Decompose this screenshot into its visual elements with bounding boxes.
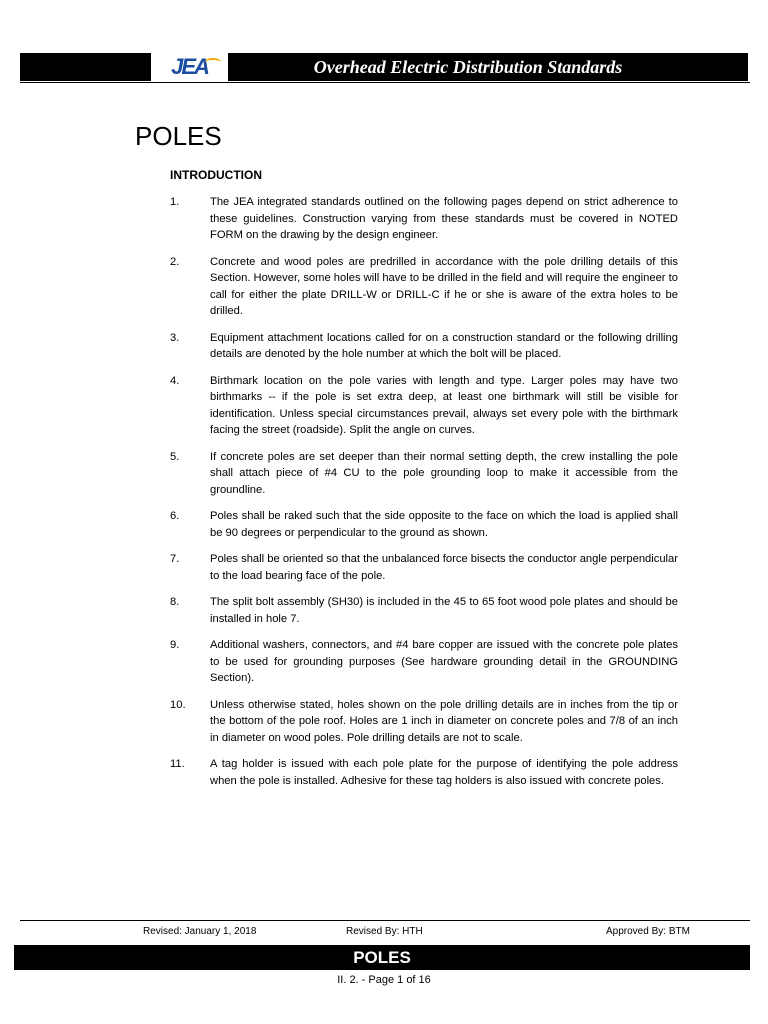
- list-item: [170, 330, 678, 363]
- item-number: 7.: [170, 553, 180, 565]
- list-item: [170, 637, 678, 687]
- list-item: [170, 254, 678, 320]
- section-heading: INTRODUCTION: [170, 168, 262, 182]
- item-text: Birthmark location on the pole varies with length and type. Larger poles may have two birthmarks -- if the pole is set extra deep, at least one birthmark will still be visible for identification. Unless special circumstances prevail, always set every pole with the birthmark facing the street (roadside). Split the angle on curves.: [210, 374, 678, 436]
- item-number: 9.: [170, 639, 180, 651]
- item-text: Equipment attachment locations called for on a construction standard or the following drilling details are denoted by the hole number at which the bolt will be placed.: [210, 331, 678, 360]
- item-number: 11.: [170, 758, 185, 770]
- footer-rule: [20, 920, 750, 921]
- header-bar: [20, 53, 748, 81]
- footer-section-title: POLES: [14, 945, 750, 970]
- item-text: Poles shall be oriented so that the unbalanced force bisects the conductor angle perpendicular to the load bearing face of the pole.: [210, 553, 678, 582]
- item-number: 2.: [170, 255, 180, 268]
- item-number: 8.: [170, 596, 180, 608]
- item-text: The split bolt assembly (SH30) is included in the 45 to 65 foot wood pole plates and should be installed in hole 7.: [210, 596, 678, 625]
- list-item: [170, 449, 678, 499]
- item-number: 3.: [170, 331, 180, 344]
- page-title: POLES: [135, 121, 222, 151]
- revised-by: Revised By: HTH: [346, 926, 423, 937]
- list-item: [170, 194, 678, 244]
- item-number: 6.: [170, 510, 180, 522]
- introduction-list: [170, 194, 678, 799]
- item-number: 4.: [170, 374, 180, 387]
- item-text: If concrete poles are set deeper than their normal setting depth, the crew installing the pole shall attach piece of #4 CU to the pole grounding loop to make it accessible from the groundline.: [210, 450, 678, 496]
- approved-by: Approved By: BTM: [606, 926, 690, 937]
- item-text: Additional washers, connectors, and #4 bare copper are issued with the concrete pole plates to be used for grounding purposes (See hardware grounding detail in the GROUNDING Section).: [210, 639, 678, 684]
- item-number: 1.: [170, 196, 180, 208]
- item-number: 5.: [170, 450, 180, 463]
- list-item: [170, 508, 678, 541]
- item-number: 10.: [170, 698, 186, 711]
- header-rule: [20, 82, 750, 83]
- revised-date: Revised: January 1, 2018: [143, 926, 257, 937]
- list-item: [170, 551, 678, 584]
- jea-logo: [151, 53, 228, 81]
- item-text: Concrete and wood poles are predrilled in accordance with the pole drilling details of this Section. However, some holes will have to be drilled in the field and will require the engineer to call for either the plate DRILL-W or DRILL-C if he or she is aware of the extra holes to be drilled.: [210, 255, 678, 317]
- logo-text: JEA: [171, 54, 208, 79]
- logo-swoosh-icon: [205, 58, 221, 66]
- item-text: The JEA integrated standards outlined on the following pages depend on strict adherence to these guidelines. Construction varying from these standards must be covered in NOTED FORM on the drawing by the design engineer.: [210, 196, 678, 241]
- item-text: A tag holder is issued with each pole plate for the purpose of identifying the pole address when the pole is installed. Adhesive for these tag holders is also issued with concrete poles.: [210, 758, 678, 787]
- list-item: [170, 594, 678, 627]
- list-item: [170, 373, 678, 439]
- page-number: II. 2. - Page 1 of 16: [337, 974, 431, 986]
- header-title: Overhead Electric Distribution Standards: [313, 57, 623, 77]
- item-text: Unless otherwise stated, holes shown on the pole drilling details are in inches from the tip or the bottom of the pole roof. Holes are 1 inch in diameter on concrete poles and 7/8 of an inch in diameter on wood poles. Pole drilling details are not to scale.: [210, 698, 678, 744]
- list-item: [170, 756, 678, 789]
- list-item: [170, 697, 678, 747]
- item-text: Poles shall be raked such that the side opposite to the face on which the load is applied shall be 90 degrees or perpendicular to the ground as shown.: [210, 510, 678, 539]
